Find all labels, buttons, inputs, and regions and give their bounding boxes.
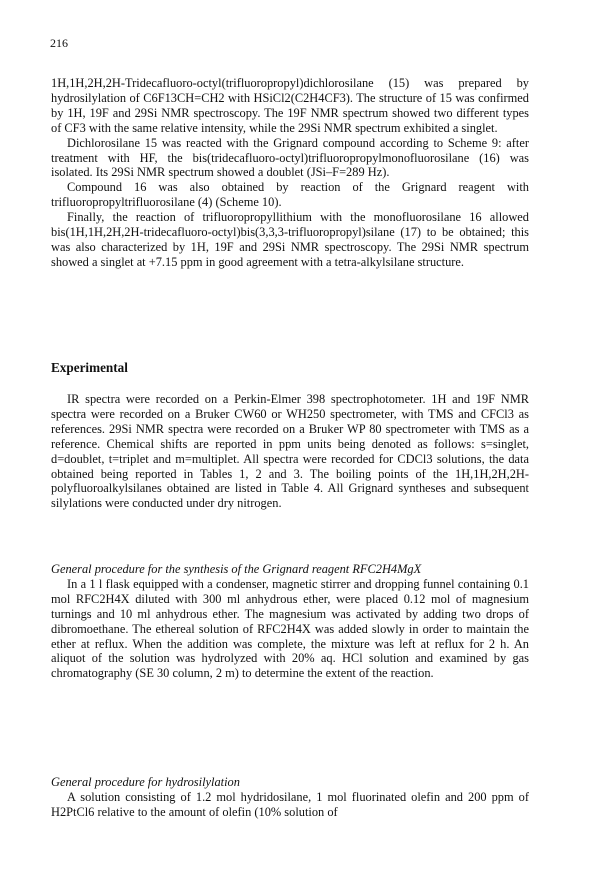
- paragraph-compound-17: Finally, the reaction of trifluoropropyllithium with the monofluorosilane 16 allowed bis(1H,1H,2H,2H-tridecafluoro-octyl)bis(3,3,3-trifluoropropyl)silane (17) to be obtained; this was also characterized by 1H, 19F and 29Si NMR spectroscopy. The 29Si NMR spectrum showed a singlet at +7.15 ppm in good agreement with a tetra-alkylsilane structure.: [51, 210, 529, 269]
- experimental-section: [51, 360, 529, 375]
- page-number: 216: [50, 36, 68, 50]
- hydrosilylation-heading: General procedure for hydrosilylation: [51, 775, 240, 789]
- hydrosilylation-section: [51, 775, 529, 820]
- paragraph-grignard-procedure: In a 1 l flask equipped with a condenser, magnetic stirrer and dropping funnel containing 0.1 mol RFC2H4X diluted with 300 ml anhydrous ether, were placed 0.12 mol of magnesium turnings and 10 ml anhydrous ether. The magnesium was activated by adding two drops of dibromoethane. The ethereal solution of RFC2H4X was added slowly in order to maintain the ether at reflux. When the addition was complete, the mixture was left at reflux for 2 h. An aliquot of the solution was hydrolyzed with 20% aq. HCl solution and examined by gas chromatography (SE 30 column, 2 m) to determine the extent of the reaction.: [51, 576, 529, 681]
- paragraph-dichlorosilane-15: Dichlorosilane 15 was reacted with the Grignard compound according to Scheme 9: after treatment with HF, the bis(tridecafluoro-octyl)trifluoropropylmonofluorosilane (16) was isolated. Its 29Si NMR spectrum showed a doublet (JSi–F=289 Hz).: [51, 135, 529, 180]
- paragraph-compound-16: Compound 16 was also obtained by reaction of the Grignard reagent with trifluoropropyltrifluorosilane (4) (Scheme 10).: [51, 180, 529, 210]
- experimental-heading: Experimental: [51, 360, 128, 375]
- grignard-heading: General procedure for the synthesis of the Grignard reagent RFC2H4MgX: [51, 562, 422, 576]
- paragraph-compound-15: 1H,1H,2H,2H-Tridecafluoro-octyl(trifluoropropyl)dichlorosilane (15) was prepared by hydrosilylation of C6F13CH=CH2 with HSiCl2(C2H4CF3). The structure of 15 was confirmed by 1H, 19F and 29Si NMR spectroscopy. The 19F NMR spectrum showed two different types of CF3 with the same relative intensity, while the 29Si NMR spectrum exhibited a singlet.: [51, 76, 529, 135]
- results-section: [51, 76, 529, 270]
- paragraph-hydrosilylation-procedure: A solution consisting of 1.2 mol hydridosilane, 1 mol fluorinated olefin and 200 ppm of H2PtCl6 relative to the amount of olefin (10% solution of: [51, 789, 529, 819]
- paragraph-instruments: IR spectra were recorded on a Perkin-Elmer 398 spectrophotometer. 1H and 19F NMR spectra were recorded on a Bruker CW60 or WH250 spectrometer, with TMS and CFCl3 as references. 29Si NMR spectra were recorded on a Bruker WP 80 spectrometer with TMS as a reference. Chemical shifts are reported in ppm units being denoted as follows: s=singlet, d=doublet, t=triplet and m=multiplet. All spectra were recorded for CDCl3 solutions, the data obtained being reported in Tables 1, 2 and 3. The boiling points of the 1H,1H,2H,2H-polyfluoroalkylsilanes obtained are listed in Table 4. All Grignard syntheses and subsequent silylations were conducted under dry nitrogen.: [51, 392, 529, 511]
- grignard-section: [51, 562, 529, 681]
- experimental-body: [51, 392, 529, 511]
